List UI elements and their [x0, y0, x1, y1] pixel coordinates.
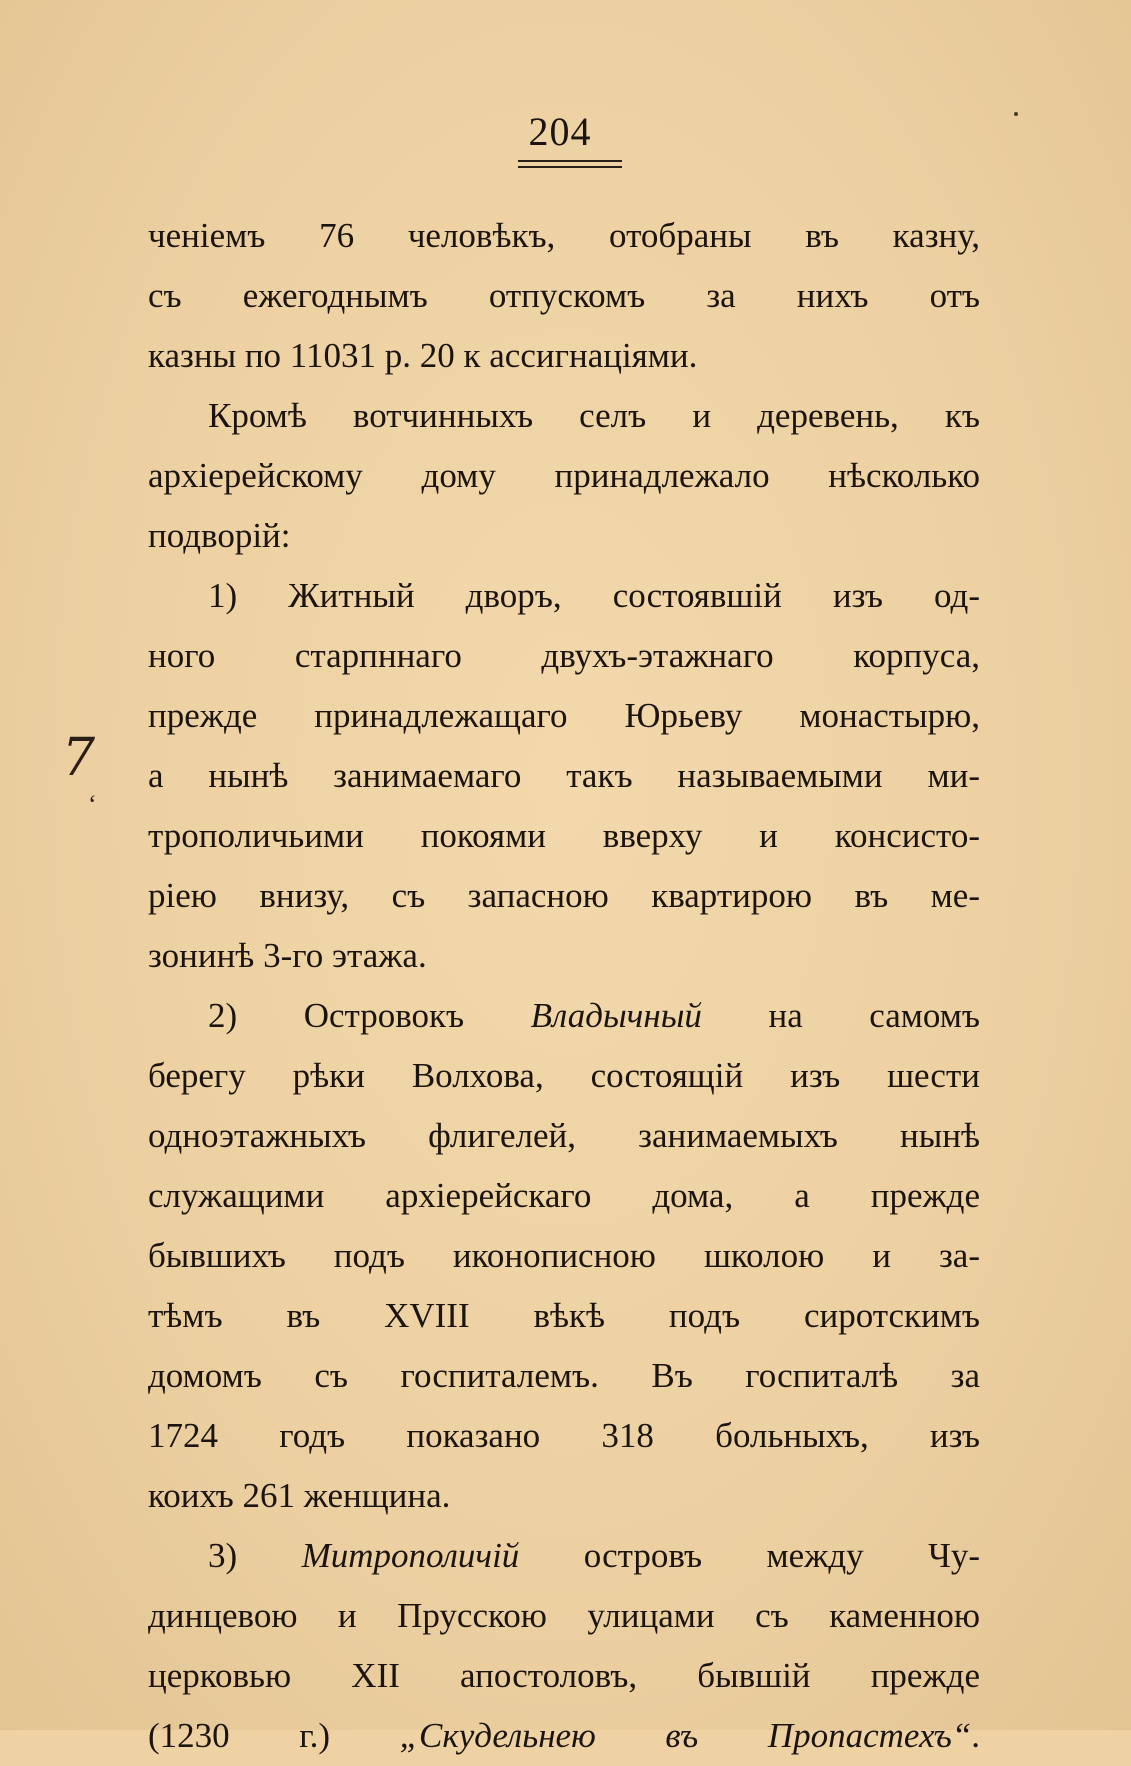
text-line — [148, 266, 980, 326]
text-line — [148, 506, 980, 566]
text-segment: служащими архіерейскаго дома, а прежде — [148, 1176, 980, 1215]
text-segment: на самомъ — [701, 996, 980, 1035]
page-number: 204 — [528, 109, 592, 154]
text-segment: а нынѣ занимаемаго такъ называемыми ми- — [148, 756, 980, 795]
text-segment: казны по 11031 р. 20 к ассигнаціями. — [148, 336, 698, 375]
text-segment: церковью XII апостоловъ, бывшій прежде — [148, 1656, 980, 1695]
text-segment: одноэтажныхъ флигелей, занимаемыхъ нынѣ — [148, 1116, 980, 1155]
text-line — [148, 806, 980, 866]
italic-phrase: „Скудельнею въ Пропастехъ“ — [399, 1716, 972, 1755]
text-line — [148, 1046, 980, 1106]
body-text — [148, 206, 980, 1766]
text-line — [148, 1586, 980, 1646]
text-segment: прежде принадлежащаго Юрьеву монастырю, — [148, 696, 980, 735]
text-segment: (1230 г.) — [148, 1716, 400, 1755]
margin-note: 7 — [62, 728, 96, 788]
text-segment: . — [971, 1716, 980, 1755]
text-segment: подворій: — [148, 516, 291, 555]
text-line — [148, 1466, 980, 1526]
text-line — [148, 1706, 980, 1766]
text-line — [148, 326, 980, 386]
text-segment: домомъ съ госпиталемъ. Въ госпиталѣ за — [148, 1356, 980, 1395]
text-segment: трополичьими покоями вверху и консисто- — [148, 816, 980, 855]
page-number-rule-bottom — [518, 166, 622, 168]
text-segment: коихъ 261 женщина. — [148, 1476, 451, 1515]
text-line — [148, 1166, 980, 1226]
italic-phrase: Митрополичій — [301, 1536, 520, 1575]
page-number-rule-top — [518, 160, 622, 162]
text-line — [148, 746, 980, 806]
text-line — [148, 446, 980, 506]
text-segment: ріею внизу, съ запасною квартирою въ ме- — [148, 876, 980, 915]
italic-phrase: Владычный — [530, 996, 702, 1035]
text-segment: тѣмъ въ XVIII вѣкѣ подъ сиротскимъ — [148, 1296, 980, 1335]
text-segment: зонинѣ 3-го этажа. — [148, 936, 427, 975]
text-line — [148, 626, 980, 686]
text-line — [148, 1526, 980, 1586]
text-segment: 1) Житный дворъ, состоявшій изъ од- — [208, 576, 980, 615]
text-segment: съ ежегоднымъ отпускомъ за нихъ отъ — [148, 276, 980, 315]
text-line — [148, 1286, 980, 1346]
text-line — [148, 1226, 980, 1286]
text-line — [148, 566, 980, 626]
text-line — [148, 926, 980, 986]
text-line — [148, 1346, 980, 1406]
text-segment: бывшихъ подъ иконописною школою и за- — [148, 1236, 980, 1275]
text-segment: 3) — [208, 1536, 302, 1575]
text-line — [148, 1406, 980, 1466]
text-segment: островъ между Чу- — [519, 1536, 980, 1575]
text-line — [148, 386, 980, 446]
text-segment: 2) Островокъ — [208, 996, 531, 1035]
text-line — [148, 986, 980, 1046]
text-line — [148, 1106, 980, 1166]
text-segment: Кромѣ вотчинныхъ селъ и деревень, къ — [208, 396, 980, 435]
paper-speck — [1014, 112, 1018, 116]
text-segment: ного старпннаго двухъ-этажнаго корпуса, — [148, 636, 980, 675]
text-line — [148, 686, 980, 746]
text-line — [148, 206, 980, 266]
text-segment: ченіемъ 76 человѣкъ, отобраны въ казну, — [148, 216, 980, 255]
text-segment: динцевою и Прусскою улицами съ каменною — [148, 1596, 980, 1635]
text-segment: архіерейскому дому принадлежало нѣсколько — [148, 456, 980, 495]
text-segment: берегу рѣки Волхова, состоящій изъ шести — [148, 1056, 980, 1095]
margin-tick: ‘ — [88, 790, 97, 819]
text-segment: 1724 годъ показано 318 больныхъ, изъ — [148, 1416, 980, 1455]
text-line — [148, 1646, 980, 1706]
text-line — [148, 866, 980, 926]
